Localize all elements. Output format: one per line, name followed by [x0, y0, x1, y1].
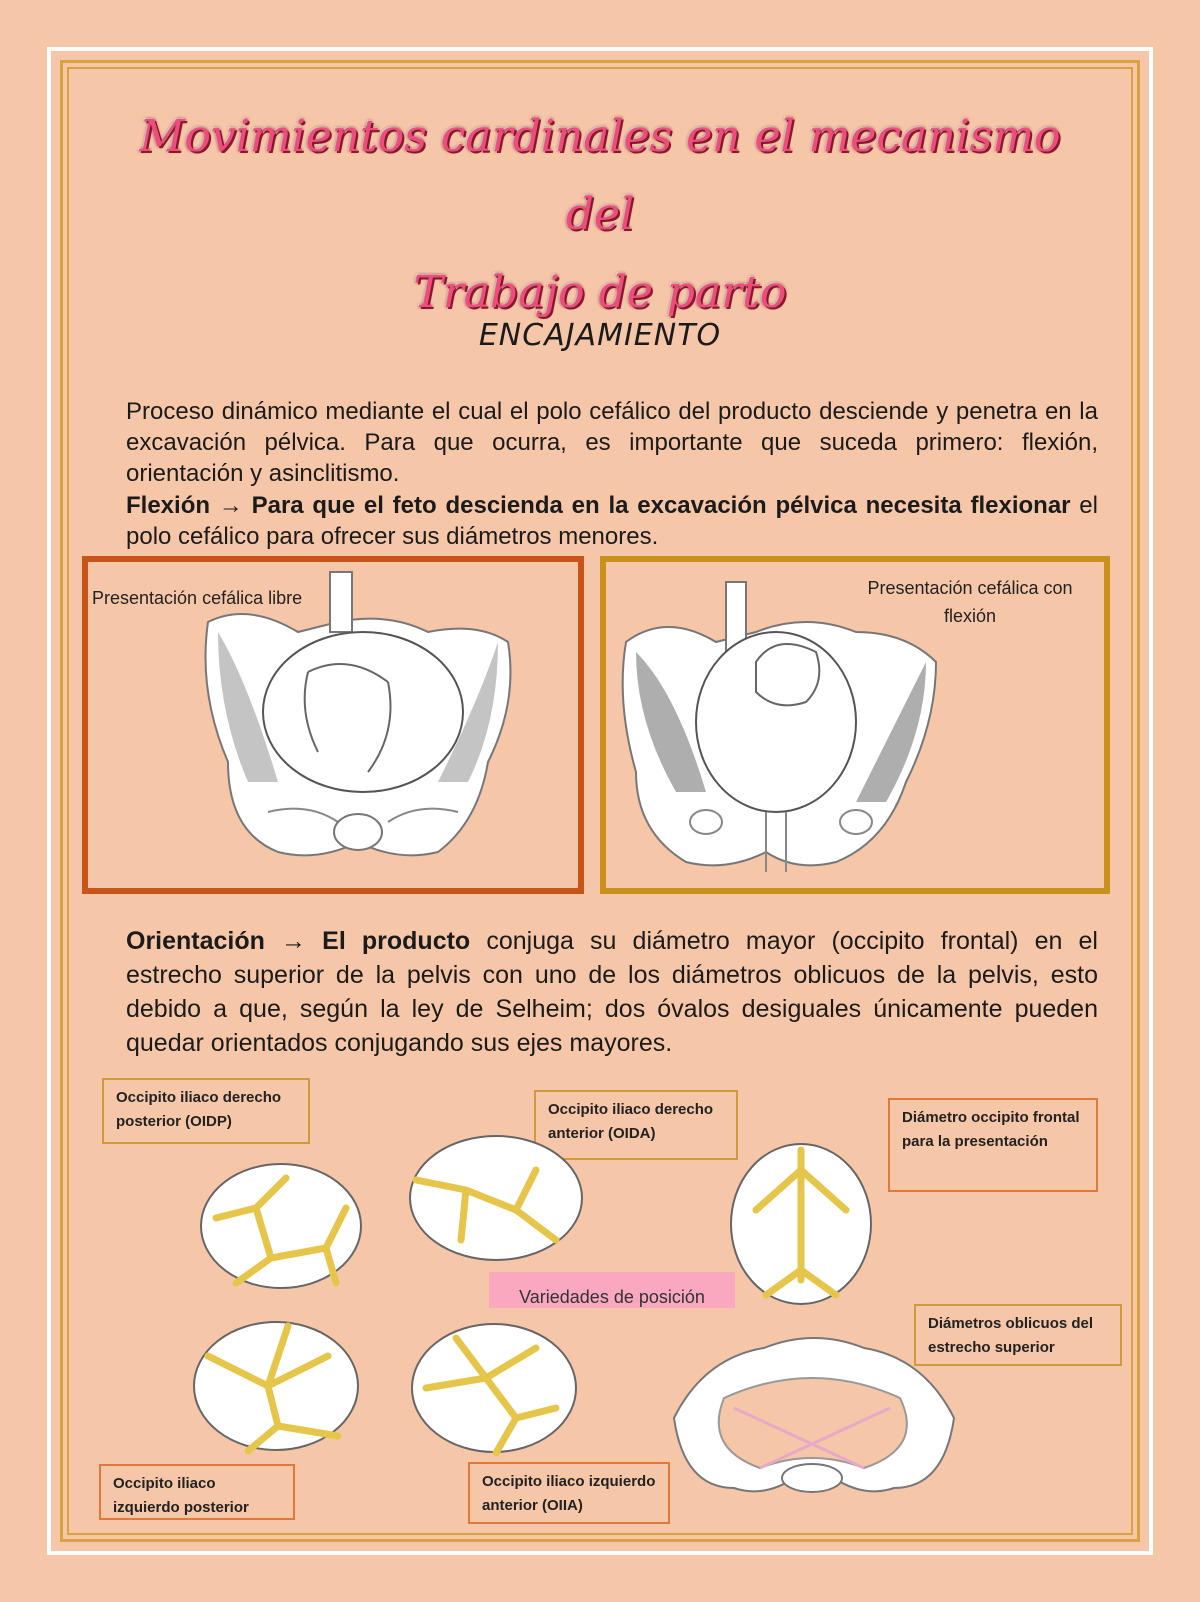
title-line-1: Movimientos cardinales en el mecanismo del	[139, 111, 1061, 240]
fetal-head-oiip-icon	[188, 1316, 364, 1456]
orientacion-subject: El producto	[322, 927, 471, 955]
fetal-head-oidp-icon	[196, 1158, 366, 1294]
fetal-head-oida-icon	[406, 1130, 592, 1266]
fetal-head-occipito-frontal-icon	[726, 1140, 876, 1308]
variedades-label: Variedades de posición	[489, 1272, 735, 1308]
tag-oida: Occipito iliaco derecho anterior (OIDA)	[534, 1090, 738, 1160]
fetal-head-oiia-icon	[406, 1318, 582, 1458]
tag-oiip: Occipito iliaco izquierdo posterior	[99, 1464, 295, 1520]
orientacion-arrow: →	[264, 927, 323, 955]
pelvis-illustration-left	[188, 562, 528, 888]
flexion-lead: Flexión → Para que el feto descienda en la excavación pélvica necesita flexionar	[126, 492, 1071, 519]
panel-flexed-cephalic	[600, 556, 1110, 894]
paragraph-encajamiento: Proceso dinámico mediante el cual el polo cefálico del producto desciende y penetra en la excavación pélvica. Para que ocurra, es importante que suceda primero: flexión, orientación y asinclitismo.	[126, 398, 1098, 487]
page-title	[100, 98, 1100, 332]
title-line-2: Trabajo de parto	[413, 267, 787, 318]
tag-oiia: Occipito iliaco izquierdo anterior (OIIA)	[468, 1462, 670, 1524]
panel-left-label: Presentación cefálica libre	[92, 588, 303, 608]
tag-oidp: Occipito iliaco derecho posterior (OIDP)	[102, 1078, 310, 1144]
paragraph-orientacion	[126, 924, 1098, 1060]
paragraph-flexion	[126, 490, 1098, 552]
section-title: ENCAJAMIENTO	[478, 318, 722, 353]
tag-diametros-oblicuos: Diámetros oblicuos del estrecho superior	[914, 1304, 1122, 1366]
panel-free-cephalic	[82, 556, 584, 894]
panel-right-label: Presentación cefálica con flexión	[867, 578, 1073, 626]
orientacion-lead: Orientación	[126, 927, 265, 955]
orientacion-rest: conjuga su diámetro mayor (occipito frontal) en el estrecho superior de la pelvis con uno de los diámetros oblicuos de la pelvis, esto debido a que, según la ley de Selheim; dos óvalos desiguales únicamente pueden quedar orientados conjugando sus ejes mayores.	[126, 927, 1098, 1057]
tag-diametro-occipito-frontal: Diámetro occipito frontal para la presentación	[888, 1098, 1098, 1192]
pelvic-inlet-icon	[664, 1318, 960, 1508]
pelvis-illustration-right	[606, 572, 946, 888]
flexion-rest: el polo cefálico para ofrecer sus diámetros menores.	[126, 492, 1098, 550]
